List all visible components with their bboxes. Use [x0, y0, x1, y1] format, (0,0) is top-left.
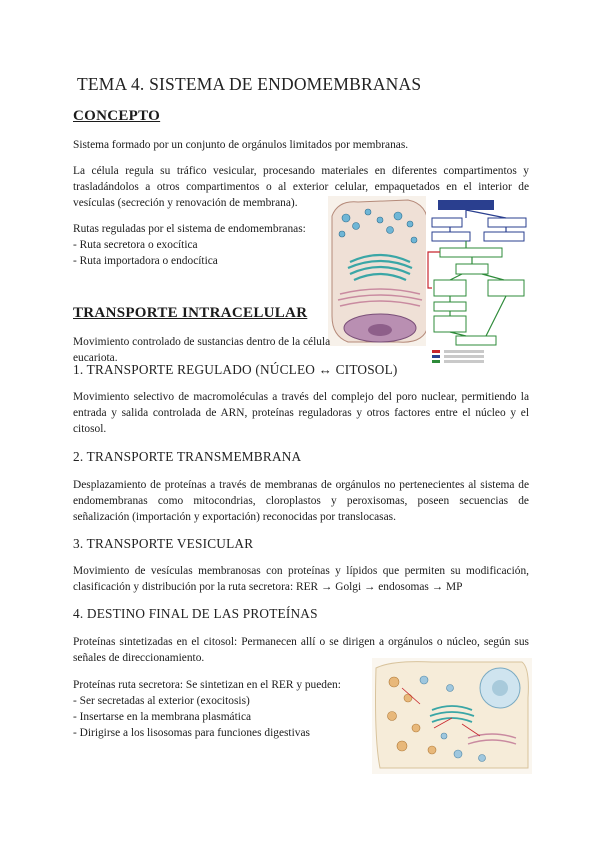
protein-sorting-flow-diagram	[426, 196, 532, 364]
destino-item: - Insertarse en la membrana plasmática	[73, 711, 252, 723]
subsection-text-1: Movimiento selectivo de macromoléculas a través del complejo del poro nuclear, permitiendo la entrada y salida controlada de ARN, proteínas reguladoras y otros factores entre el núcleo y el citosol.	[73, 391, 529, 435]
concepto-paragraph-2: La célula regula su tráfico vesicular, procesando materiales en diferentes compartimentos y trasladándolos a otros compartimentos o al exterior celular, empaquetados en el interior de vesículas (secreción y renovación de membrana).	[73, 165, 529, 209]
ruta-secretora-block	[73, 677, 373, 741]
subsection-text-3: Movimiento de vesículas membranosas con proteínas y lípidos que permiten su modificación, clasificación y distribución por la ruta secretora: RER → Golgi → endosomas → MP	[73, 565, 529, 593]
subsection-title-1: 1. TRANSPORTE REGULADO (NÚCLEO ↔ CITOSOL)	[73, 362, 398, 377]
ruta-secretora-intro: Proteínas ruta secretora: Se sintetizan en el RER y pueden:	[73, 679, 341, 691]
destino-item: - Dirigirse a los lisosomas para funciones digestivas	[73, 727, 310, 739]
section-heading-concepto: CONCEPTO	[73, 108, 161, 124]
ruta-item: - Ruta importadora o endocítica	[73, 255, 218, 267]
rutas-block	[73, 221, 323, 269]
ruta-item: - Ruta secretora o exocítica	[73, 239, 198, 251]
subsection-title-4: 4. DESTINO FINAL DE LAS PROTEÍNAS	[73, 606, 318, 621]
subsection-title-2: 2. TRANSPORTE TRANSMEMBRANA	[73, 449, 302, 464]
destino-item: - Ser secretadas al exterior (exocitosis)	[73, 695, 250, 707]
subsection-text-2: Desplazamiento de proteínas a través de membranas de orgánulos no pertenecientes al sistema de endomembranas como mitocondrias, cloroplastos y peroxisomas, poseen secuencias de señalización (importación y exportación) reconocidas por translocasas.	[73, 479, 529, 523]
subsection-text-4: Proteínas sintetizadas en el citosol: Permanecen allí o se dirigen a orgánulos o núcleo, según sus señales de direccionamiento.	[73, 636, 529, 664]
cell-endomembrane-illustration	[328, 196, 432, 346]
transporte-intro: Movimiento controlado de sustancias dentro de la célula eucariota.	[73, 336, 331, 364]
concepto-paragraph-1: Sistema formado por un conjunto de orgánulos limitados por membranas.	[73, 139, 409, 151]
vesicular-transport-illustration	[372, 658, 532, 774]
subsection-title-3: 3. TRANSPORTE VESICULAR	[73, 536, 254, 551]
page-title: TEMA 4. SISTEMA DE ENDOMEMBRANAS	[77, 74, 422, 94]
section-heading-transporte: TRANSPORTE INTRACELULAR	[73, 305, 308, 321]
rutas-intro: Rutas reguladas por el sistema de endomembranas:	[73, 223, 306, 235]
